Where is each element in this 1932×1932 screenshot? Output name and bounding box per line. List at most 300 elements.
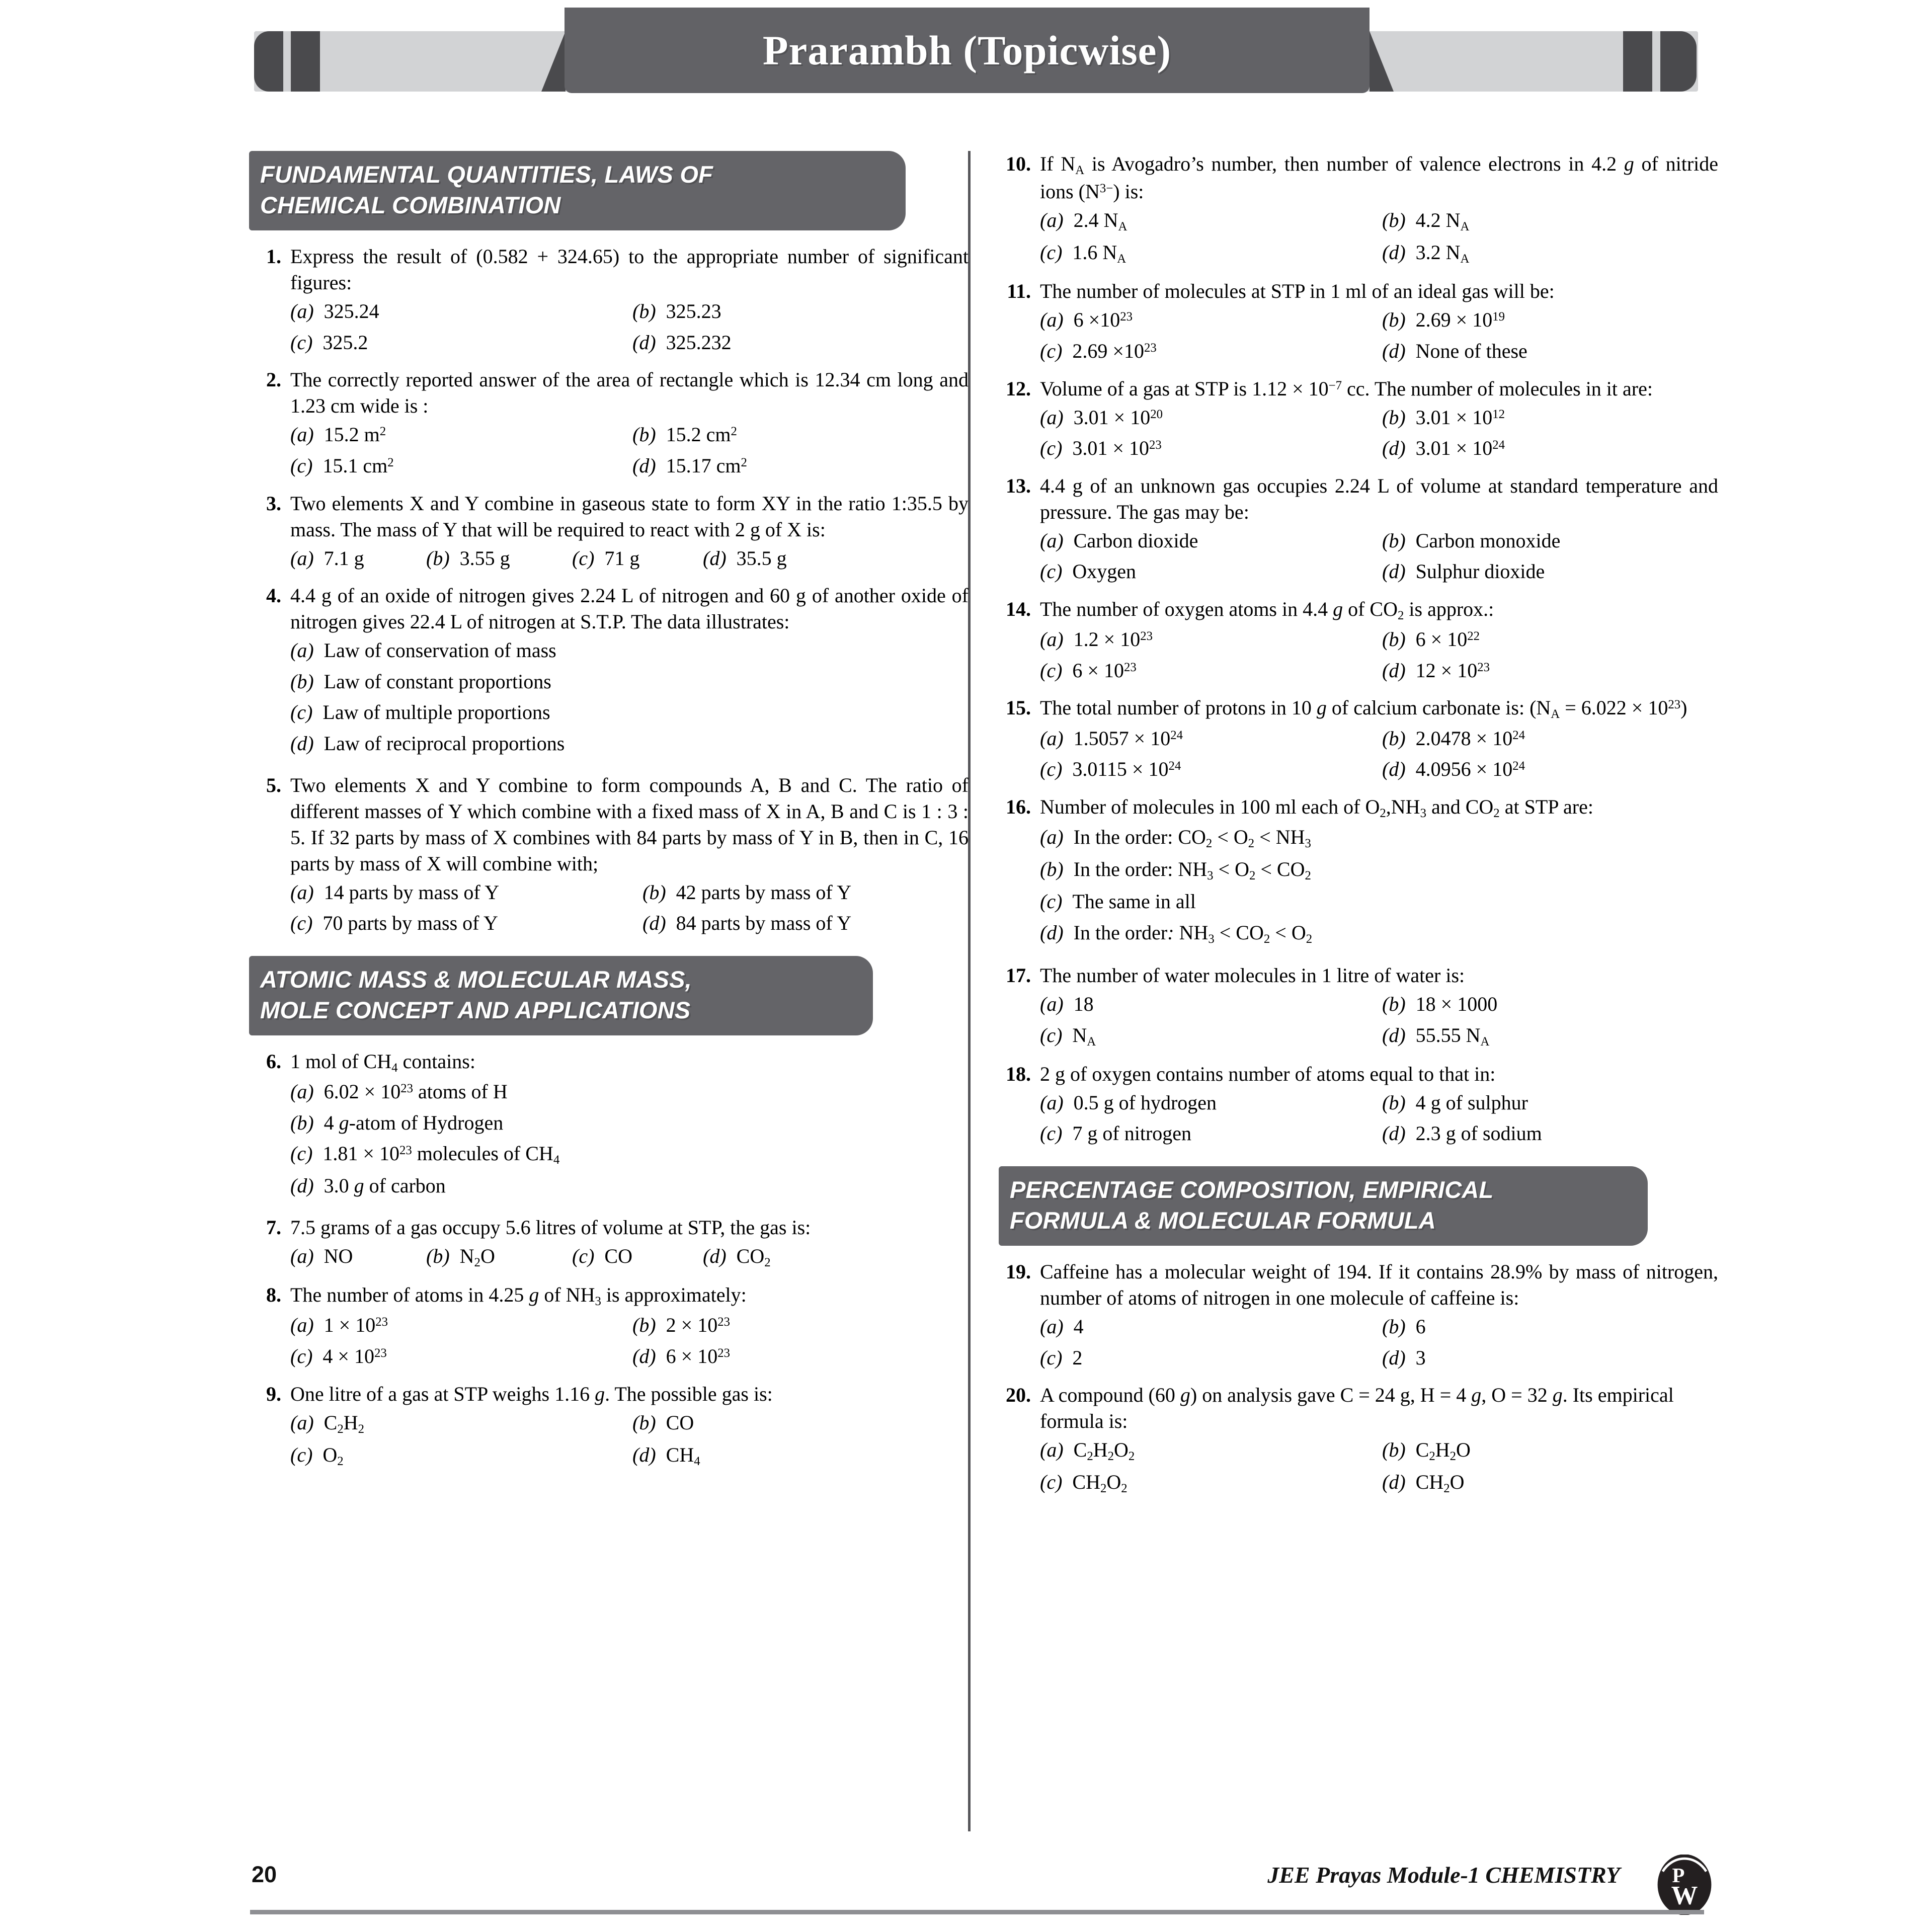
option-c[interactable]: (c) $3.0115 \times 10^{24}$: [1040, 758, 1181, 781]
option-d[interactable]: [1382, 1120, 1718, 1147]
option-text: 2.3 g of sodium: [1415, 1122, 1542, 1145]
option-label: (b): [632, 1411, 656, 1434]
option-c[interactable]: [1040, 1344, 1382, 1372]
option-d[interactable]: (d) None of these: [1382, 340, 1527, 363]
option-b[interactable]: [1382, 1313, 1718, 1340]
option-b[interactable]: (b) CO: [632, 1411, 694, 1434]
superscript: 23: [1140, 629, 1153, 643]
option-label: (b): [1382, 529, 1406, 552]
option-a[interactable]: [290, 879, 642, 906]
italic-unit: g: [339, 1111, 349, 1134]
subscript: 2: [337, 1454, 344, 1468]
option-label: (a): [1040, 529, 1064, 552]
option-b[interactable]: [290, 668, 969, 695]
question-stem: 4.4 g of an oxide of nitrogen gives 2.24 L of nitrogen and 60 g of another oxide of nitrogen gives 22.4 L of nitrogen at S.T.P. The data illustrates:: [290, 584, 969, 633]
question-stem: The number of oxygen atoms in 4.4 g of $CO_2$ is approx.:: [1040, 598, 1494, 622]
question-number: 8.: [266, 1283, 281, 1307]
option-text: 84 parts by mass of Y: [676, 912, 852, 935]
superscript: 23: [717, 1315, 730, 1329]
subscript: 2: [1249, 869, 1256, 883]
option-text: 3: [1415, 1346, 1426, 1369]
option-label: (d): [290, 1174, 314, 1197]
option-c[interactable]: (c) $2.69 \times 10^{23}$: [1040, 340, 1157, 363]
option-label: (b): [632, 300, 656, 323]
subscript: 2: [1121, 1482, 1128, 1496]
option-label: (c): [290, 1142, 313, 1165]
question-stem: 2 g of oxygen contains number of atoms equal to that in:: [1040, 1062, 1496, 1085]
option-d[interactable]: (d) $CO_2$: [703, 1245, 771, 1269]
option-c[interactable]: (c) 1.6 $N_A$: [1040, 241, 1126, 266]
subscript: A: [1087, 1034, 1096, 1049]
superscript: 23: [1149, 438, 1162, 452]
option-label: (a): [290, 1080, 314, 1103]
option-label: (d): [1382, 560, 1406, 583]
question-number: 14.: [1006, 598, 1031, 621]
option-b[interactable]: [1382, 1089, 1718, 1116]
question-stem: Volume of a gas at STP is $1.12 \times 10^{-7}$ cc. The number of molecules in it are:: [1040, 377, 1653, 400]
option-label: (b): [290, 670, 314, 693]
option-label: (a): [1040, 628, 1064, 651]
question-13: [999, 473, 1718, 585]
option-d[interactable]: [290, 730, 969, 757]
option-c[interactable]: (c) $4 \times 10^{23}$: [290, 1344, 387, 1367]
question-stem: One litre of a gas at STP weighs 1.16 g. The possible gas is:: [290, 1382, 773, 1405]
option-label: (d): [632, 1344, 656, 1367]
superscript: 23: [1477, 660, 1490, 674]
subscript: 2: [1380, 806, 1386, 820]
subscript: 2: [337, 1422, 344, 1436]
option-b[interactable]: (b) 4 g-atom of Hydrogen: [290, 1111, 504, 1134]
superscript: 24: [1168, 759, 1181, 773]
superscript: 23: [375, 1315, 388, 1329]
banner-fold-right-icon: [1370, 31, 1394, 92]
option-label: (c): [1040, 1122, 1063, 1145]
subscript: 2: [1128, 1450, 1135, 1464]
question-stem: The total number of protons in 10 g of calcium carbonate is: $(N_A = 6.022 \times 10^{23})$: [1040, 696, 1687, 721]
option-c[interactable]: [1040, 1120, 1382, 1147]
option-b[interactable]: [426, 545, 572, 572]
option-label: (b): [1382, 993, 1406, 1015]
superscript: 23: [1123, 660, 1137, 674]
option-label: (c): [1040, 1471, 1063, 1494]
superscript: 2: [379, 425, 386, 439]
option-b[interactable]: (b) In the order: $NH_3 < O_2 < CO_2$: [1040, 858, 1311, 883]
option-b[interactable]: (b) $3.01 \times 10^{12}$: [1382, 406, 1505, 429]
option-label: (d): [632, 331, 656, 354]
option-d[interactable]: (d) 55.55 $N_A$: [1382, 1023, 1490, 1049]
question-number: 1.: [266, 245, 281, 268]
question-number: 15.: [1006, 696, 1031, 719]
subscript: 3: [1305, 836, 1311, 850]
option-label: (a): [1040, 1091, 1064, 1114]
option-text: 325.23: [666, 300, 721, 323]
question-number: 18.: [1006, 1062, 1031, 1085]
question-number: 6.: [266, 1050, 281, 1073]
subscript: A: [1460, 252, 1470, 266]
option-text: Carbon monoxide: [1415, 529, 1561, 552]
option-b[interactable]: [632, 298, 969, 325]
option-d[interactable]: (d) $6 \times 10^{23}$: [632, 1344, 730, 1367]
option-label: (c): [290, 1344, 313, 1367]
option-label: (b): [290, 1111, 314, 1134]
question-stem: The number of atoms in 4.25 g of $NH_3$ is approximately:: [290, 1283, 747, 1309]
option-b[interactable]: (b) $2.69 \times 10^{19}$: [1382, 308, 1505, 332]
option-text: 35.5 g: [736, 546, 787, 570]
superscript: 2: [387, 456, 394, 470]
question-17: [999, 962, 1718, 1050]
option-a[interactable]: (a) $1.5057 \times 10^{24}$: [1040, 727, 1183, 750]
question-number: 7.: [266, 1216, 281, 1239]
subscript: A: [1460, 220, 1470, 234]
question-stem: The correctly reported answer of the area of rectangle which is 12.34 cm long and 1.23 cm wide is :: [290, 368, 969, 418]
section-line-1: PERCENTAGE COMPOSITION, EMPIRICAL: [1010, 1176, 1494, 1203]
option-d[interactable]: [1382, 1344, 1718, 1372]
section-line-1: ATOMIC MASS & MOLECULAR MASS,: [260, 965, 692, 993]
option-label: (b): [1382, 406, 1406, 429]
subscript: A: [1480, 1034, 1490, 1049]
subscript: 4: [553, 1153, 560, 1167]
option-label: (c): [1040, 560, 1063, 583]
question-number: 13.: [1006, 474, 1031, 497]
section-line-2: MOLE CONCEPT AND APPLICATIONS: [260, 996, 691, 1023]
page-header-banner: [0, 0, 1932, 116]
option-text: Carbon dioxide: [1073, 529, 1198, 552]
option-text: Law of multiple proportions: [323, 701, 550, 724]
option-label: (a): [290, 639, 314, 662]
option-a[interactable]: (a) $1.2 \times 10^{23}$: [1040, 628, 1153, 651]
option-a[interactable]: [290, 637, 969, 664]
question-8: [249, 1282, 969, 1370]
question-number: 10.: [1006, 152, 1031, 175]
question-11: [999, 278, 1718, 364]
option-label: (a): [1040, 1438, 1064, 1462]
option-label: (c): [1040, 890, 1063, 913]
option-label: (b): [426, 1245, 450, 1268]
option-b[interactable]: (b) $6 \times 10^{22}$: [1382, 628, 1480, 651]
section-line-2: CHEMICAL COMBINATION: [260, 192, 561, 219]
option-c[interactable]: (c) $CH_2O_2$: [1040, 1471, 1128, 1496]
option-c[interactable]: (c) 15.1 $cm^2$: [290, 454, 394, 477]
left-column: [249, 151, 969, 1476]
option-a[interactable]: (a) 18: [1040, 993, 1094, 1015]
question-number: 16.: [1006, 795, 1031, 818]
section-header-fundamental-quantities: [249, 151, 906, 230]
option-c[interactable]: (c) $N_A$: [1040, 1023, 1096, 1049]
option-c[interactable]: (c) $3.01 \times 10^{23}$: [1040, 437, 1162, 460]
banner-title-plate: [565, 8, 1370, 93]
option-a[interactable]: [1040, 527, 1382, 554]
option-label: (a): [290, 546, 314, 570]
option-d[interactable]: (d) 3.2 $N_A$: [1382, 241, 1470, 266]
question-number: 17.: [1006, 964, 1031, 987]
option-d[interactable]: (d) $CH_4$: [632, 1443, 700, 1468]
option-b[interactable]: [1382, 527, 1718, 554]
option-c[interactable]: [290, 910, 642, 937]
option-c[interactable]: [290, 329, 632, 356]
option-text: Oxygen: [1072, 560, 1137, 583]
option-label: (d): [1382, 1471, 1406, 1494]
banner-cap-left-outer: [254, 31, 283, 92]
question-number: 12.: [1006, 377, 1031, 400]
option-label: (b): [1382, 628, 1406, 651]
question-stem: The number of water molecules in 1 litre of water is:: [1040, 964, 1465, 987]
option-c[interactable]: [572, 545, 703, 572]
subscript: 2: [1450, 1450, 1457, 1464]
superscript: 23: [399, 1144, 412, 1158]
option-text: 7.1 g: [324, 546, 364, 570]
option-text: 4 g of sulphur: [1415, 1091, 1528, 1114]
question-number: 11.: [1007, 280, 1031, 303]
superscript: 2: [731, 425, 737, 439]
question-number: 4.: [266, 584, 281, 607]
option-label: (d): [1382, 758, 1406, 781]
option-text: 42 parts by mass of Y: [676, 880, 852, 904]
subscript: 2: [358, 1422, 365, 1436]
superscript: 23: [1144, 341, 1157, 355]
question-number: 2.: [266, 368, 281, 391]
option-label: (c): [290, 454, 313, 477]
option-text: 4: [1073, 1315, 1084, 1338]
subscript: 2: [1248, 836, 1255, 850]
option-d[interactable]: [632, 329, 969, 356]
footer-rule: [250, 1910, 1704, 1914]
subscript: 2: [1443, 1482, 1450, 1496]
question-18: [999, 1061, 1718, 1147]
option-a[interactable]: [1040, 1089, 1382, 1116]
option-a[interactable]: (a) $6 \times 10^{23}$: [1040, 308, 1133, 332]
option-label: (c): [290, 331, 313, 354]
section-line-1: FUNDAMENTAL QUANTITIES, LAWS OF: [260, 161, 713, 188]
option-label: (c): [572, 546, 595, 570]
subscript: 2: [1493, 806, 1500, 820]
option-b[interactable]: (b) 18 × 1000: [1382, 993, 1498, 1015]
option-label: (b): [1382, 1438, 1406, 1462]
option-label: (d): [703, 1245, 727, 1268]
option-label: (b): [1040, 858, 1064, 881]
option-label: (c): [290, 912, 313, 935]
banner-cap-right-inner: [1623, 31, 1652, 92]
option-label: (a): [1040, 993, 1064, 1015]
option-a[interactable]: (a) $C_2H_2$: [290, 1411, 365, 1436]
question-number: 9.: [266, 1382, 281, 1405]
option-b[interactable]: (b) $2.0478 \times 10^{24}$: [1382, 727, 1525, 750]
superscript: 23: [400, 1082, 413, 1096]
option-label: (b): [1382, 1315, 1406, 1338]
option-label: (a): [1040, 1315, 1064, 1338]
option-text: 6: [1415, 1315, 1426, 1338]
option-b[interactable]: [642, 879, 969, 906]
subscript: 2: [474, 1255, 480, 1269]
option-c[interactable]: [290, 699, 969, 726]
option-text: 2: [1072, 1346, 1083, 1369]
option-d[interactable]: [1382, 558, 1718, 585]
option-a[interactable]: (a) $3.01 \times 10^{20}$: [1040, 406, 1163, 429]
option-label: (d): [632, 1443, 656, 1466]
option-c[interactable]: (c) The same in all: [1040, 890, 1196, 913]
option-label: (d): [1382, 1023, 1406, 1046]
option-a[interactable]: (a) $6.02 \times 10^{23}$ atoms of H: [290, 1080, 508, 1103]
section-header-percentage-composition: [999, 1166, 1648, 1246]
option-a[interactable]: (a) 2.4 $N_A$: [1040, 209, 1128, 234]
banner-cap-left-inner: [291, 31, 320, 92]
option-label: (a): [290, 423, 314, 446]
subscript: 2: [1100, 1482, 1107, 1496]
banner-fold-left-icon: [541, 31, 566, 92]
option-label: (d): [290, 732, 314, 755]
superscript: 24: [1492, 438, 1505, 452]
option-a[interactable]: (a) NO: [290, 1245, 353, 1268]
option-label: (b): [1382, 1091, 1406, 1114]
option-label: (b): [632, 1314, 656, 1337]
option-c[interactable]: [1040, 558, 1382, 585]
subscript: 3: [1420, 806, 1426, 820]
question-3: [249, 491, 969, 572]
superscript: 19: [1492, 310, 1505, 324]
option-text: Law of reciprocal proportions: [324, 732, 565, 755]
option-a[interactable]: [290, 545, 426, 572]
option-d[interactable]: (d) 3.0 g of carbon: [290, 1174, 446, 1197]
option-label: (d): [632, 454, 656, 477]
superscript: 3−: [1099, 182, 1113, 196]
option-a[interactable]: [1040, 1313, 1382, 1340]
subscript: 3: [1208, 932, 1215, 946]
question-number: 5.: [266, 773, 281, 796]
option-d[interactable]: (d) $CH_2O$: [1382, 1471, 1465, 1496]
question-stem: 4.4 g of an unknown gas occupies 2.24 L of volume at standard temperature and pressure. The gas may be:: [1040, 474, 1718, 523]
question-number: 20.: [1006, 1384, 1031, 1407]
option-label: (d): [1382, 1346, 1406, 1369]
subscript: A: [1117, 252, 1126, 266]
subscript: 2: [1306, 932, 1313, 946]
option-a[interactable]: [290, 298, 632, 325]
option-text: 7 g of nitrogen: [1072, 1122, 1192, 1145]
option-c[interactable]: (c) $1.81 \times 10^{23}$ molecules of $CH_4$: [290, 1142, 560, 1167]
option-label: (c): [1040, 241, 1063, 264]
subscript: 2: [1429, 1450, 1435, 1464]
subscript: 4: [391, 1061, 398, 1075]
question-5: [249, 772, 969, 937]
option-b[interactable]: (b) 15.2 $cm^2$: [632, 423, 737, 446]
option-d[interactable]: [703, 545, 969, 572]
subscript: A: [1551, 707, 1560, 721]
subscript: 2: [1107, 1450, 1114, 1464]
question-9: [249, 1381, 969, 1470]
option-label: (d): [1382, 241, 1406, 264]
section-line-2: FORMULA & MOLECULAR FORMULA: [1010, 1207, 1436, 1234]
question-14: [999, 596, 1718, 684]
option-label: (a): [290, 880, 314, 904]
option-label: (d): [642, 912, 666, 935]
superscript: 23: [717, 1346, 730, 1360]
right-column: [999, 151, 1718, 1503]
option-label: (a): [1040, 406, 1064, 429]
option-label: (a): [1040, 308, 1064, 332]
option-label: (b): [642, 880, 666, 904]
superscript: 24: [1512, 728, 1525, 742]
superscript: −7: [1328, 378, 1342, 392]
option-label: (b): [1382, 308, 1406, 332]
option-d[interactable]: (d) 15.17 $cm^2$: [632, 454, 747, 477]
option-text: 70 parts by mass of Y: [323, 912, 498, 935]
option-text: Law of constant proportions: [324, 670, 551, 693]
option-text: Law of conservation of mass: [324, 639, 556, 662]
option-label: (c): [572, 1245, 595, 1268]
option-label: (d): [703, 546, 727, 570]
subscript: A: [1075, 163, 1085, 177]
option-b[interactable]: (b) 4.2 $N_A$: [1382, 209, 1470, 234]
option-text: Sulphur dioxide: [1415, 560, 1545, 583]
option-text: 325.24: [324, 300, 379, 323]
banner-cap-right-outer: [1660, 31, 1697, 92]
question-stem: Two elements X and Y combine in gaseous state to form XY in the ratio 1:35.5 by mass. The mass of Y that will be required to react with 2 g of X is:: [290, 492, 969, 541]
question-stem: Two elements X and Y combine to form compounds A, B and C. The ratio of different masses of Y which combine with a fixed mass of X in A, B and C is 1 : 3 : 5. If 32 parts by mass of X combines with 84 parts by mass of Y in B, then in C, 16 parts by mass of X will combine with;: [290, 773, 969, 875]
option-label: (d): [1382, 340, 1406, 363]
option-a[interactable]: (a) 15.2 $m^2$: [290, 423, 386, 446]
option-label: (a): [1040, 727, 1064, 750]
option-a[interactable]: (a) In the order: $CO_2 < O_2 < NH_3$: [1040, 825, 1311, 850]
superscript: 12: [1492, 407, 1505, 421]
question-6: [249, 1049, 969, 1203]
superscript: 2: [741, 456, 747, 470]
subscript: 4: [694, 1454, 700, 1468]
italic-unit: g: [354, 1174, 364, 1197]
option-d[interactable]: [642, 910, 969, 937]
option-label: (a): [290, 300, 314, 323]
svg-text:P: P: [1672, 1864, 1685, 1887]
option-d[interactable]: (d) In the order: $NH_3 < CO_2 < O_2$: [1040, 921, 1313, 946]
question-12: [999, 376, 1718, 462]
superscript: 23: [1668, 698, 1681, 712]
option-b[interactable]: (b) $N_2O$: [426, 1245, 495, 1269]
option-label: (b): [1382, 209, 1406, 232]
question-19: [999, 1259, 1718, 1371]
superscript: 24: [1170, 728, 1183, 742]
option-label: (d): [1382, 437, 1406, 460]
option-text: 14 parts by mass of Y: [324, 880, 500, 904]
option-label: (b): [1382, 727, 1406, 750]
option-label: (c): [1040, 437, 1063, 460]
subscript: 2: [1205, 836, 1213, 850]
option-label: (c): [1040, 1023, 1063, 1046]
subscript: 3: [595, 1295, 601, 1309]
question-stem: Number of molecules in 100 ml each of $O_2,NH_3$ and $CO_2$ at STP are:: [1040, 795, 1593, 820]
svg-text:W: W: [1671, 1881, 1698, 1910]
option-c[interactable]: (c) $O_2$: [290, 1443, 344, 1468]
page-title: Prarambh (Topicwise): [762, 27, 1172, 73]
footer-book-label: JEE Prayas Module-1 CHEMISTRY: [1267, 1862, 1620, 1888]
pw-logo-icon: [1654, 1855, 1715, 1915]
subscript: A: [1118, 220, 1128, 234]
option-b[interactable]: (b) $C_2H_2O$: [1382, 1438, 1471, 1464]
option-c[interactable]: (c) $6 \times 10^{23}$: [1040, 659, 1137, 682]
option-c[interactable]: (c) CO: [572, 1245, 632, 1268]
option-d[interactable]: (d) $12 \times 10^{23}$: [1382, 659, 1490, 682]
option-label: (d): [1382, 1122, 1406, 1145]
option-d[interactable]: (d) $3.01 \times 10^{24}$: [1382, 437, 1505, 460]
subscript: 2: [1305, 869, 1311, 883]
question-stem: Express the result of (0.582 + 324.65) to the appropriate number of significant figures:: [290, 245, 969, 294]
option-d[interactable]: (d) $4.0956 \times 10^{24}$: [1382, 758, 1525, 781]
superscript: 23: [1120, 310, 1133, 324]
option-a[interactable]: (a) $1 \times 10^{23}$: [290, 1314, 388, 1337]
option-text: 325.2: [323, 331, 368, 354]
option-label: (c): [290, 701, 313, 724]
option-a[interactable]: (a) $C_2H_2O_2$: [1040, 1438, 1135, 1464]
subscript: 2: [764, 1255, 771, 1269]
option-label: (c): [1040, 659, 1063, 682]
option-label: (c): [1040, 758, 1063, 781]
option-b[interactable]: (b) $2 \times 10^{23}$: [632, 1314, 730, 1337]
